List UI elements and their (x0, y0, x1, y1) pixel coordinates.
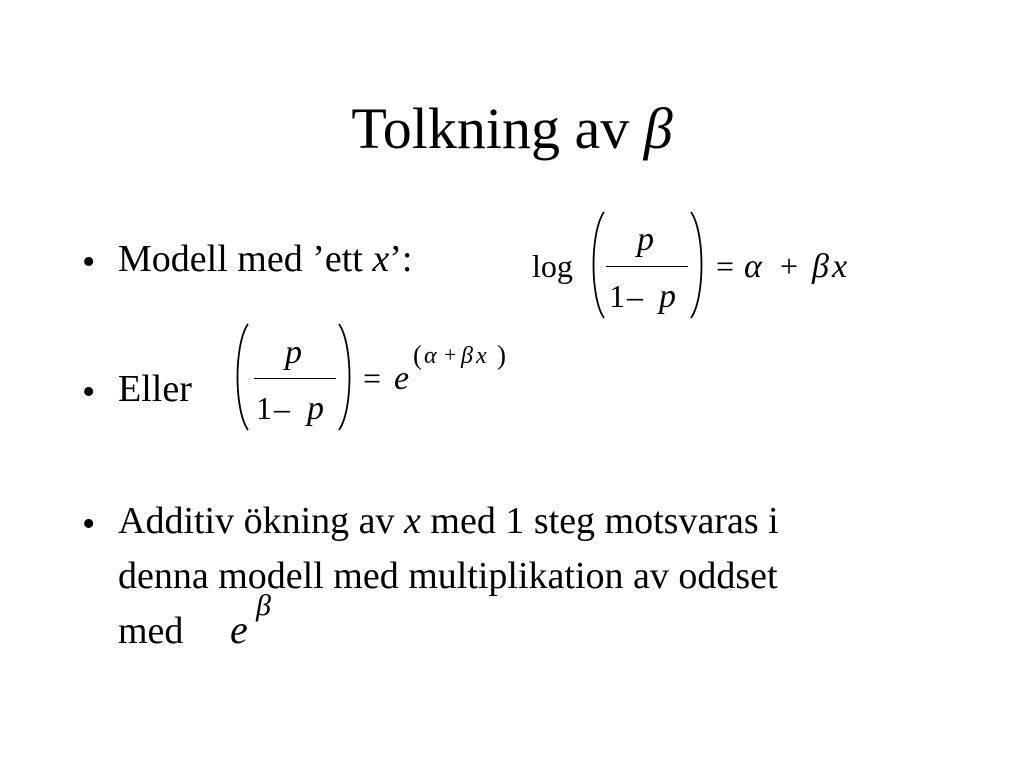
bullet-marker-1: • (82, 241, 96, 283)
denominator-minus: – (274, 390, 290, 426)
bullet-3-line1-b: med 1 steg motsvaras i (420, 500, 779, 542)
e-base: e (394, 360, 410, 397)
denominator-minus: – (627, 278, 643, 314)
bullet-1-lead: Modell med ’ett (118, 238, 373, 280)
equals-sign: = (363, 360, 382, 396)
bullet-text-3-line-1 (118, 502, 779, 540)
exponent-open-paren: ( (413, 340, 422, 370)
x-variable: x (832, 248, 848, 285)
fraction-numerator: p (285, 334, 302, 371)
e-base: e (230, 607, 248, 652)
bullet-3-var: x (404, 500, 421, 542)
log-operator: log (532, 248, 573, 284)
alpha-symbol: α (744, 248, 762, 285)
right-paren-icon (335, 322, 357, 432)
bullet-text-3-line-3: med (118, 610, 184, 652)
plus-sign: + (780, 248, 799, 284)
denominator-one: 1 (609, 278, 625, 314)
title-beta-symbol: β (643, 96, 673, 161)
bullet-1-var: x (372, 238, 390, 280)
exponent-beta: β (256, 589, 271, 622)
denominator-var: p (307, 390, 324, 427)
right-paren-icon (687, 210, 709, 320)
fraction-bar (254, 378, 336, 379)
exponent-plus: + (444, 342, 457, 367)
bullet-text-3-line-2: denna modell med multiplikation av oddset (118, 555, 778, 597)
bullet-text-1 (118, 240, 412, 278)
exponent-close-paren: ) (497, 340, 506, 370)
slide-title (0, 96, 1024, 161)
bullet-marker-2: • (82, 371, 96, 413)
left-paren-icon (586, 210, 608, 320)
equals-sign: = (716, 248, 735, 284)
exponent-alpha: α (424, 343, 437, 369)
fraction-numerator: p (637, 221, 654, 258)
bullet-marker-3: • (82, 503, 96, 545)
bullet-text-2: Eller (118, 368, 192, 410)
exponent-beta: β (461, 343, 473, 369)
bullet-3-line1-a: Additiv ökning av (118, 500, 405, 542)
title-text: Tolkning av (351, 96, 630, 161)
left-paren-icon (230, 322, 252, 432)
denominator-var: p (659, 278, 676, 315)
bullet-1-trail: ’: (389, 238, 413, 280)
exponent-x: x (476, 343, 487, 369)
denominator-one: 1 (256, 390, 272, 426)
fraction-bar (606, 266, 688, 267)
beta-symbol: β (812, 248, 829, 285)
